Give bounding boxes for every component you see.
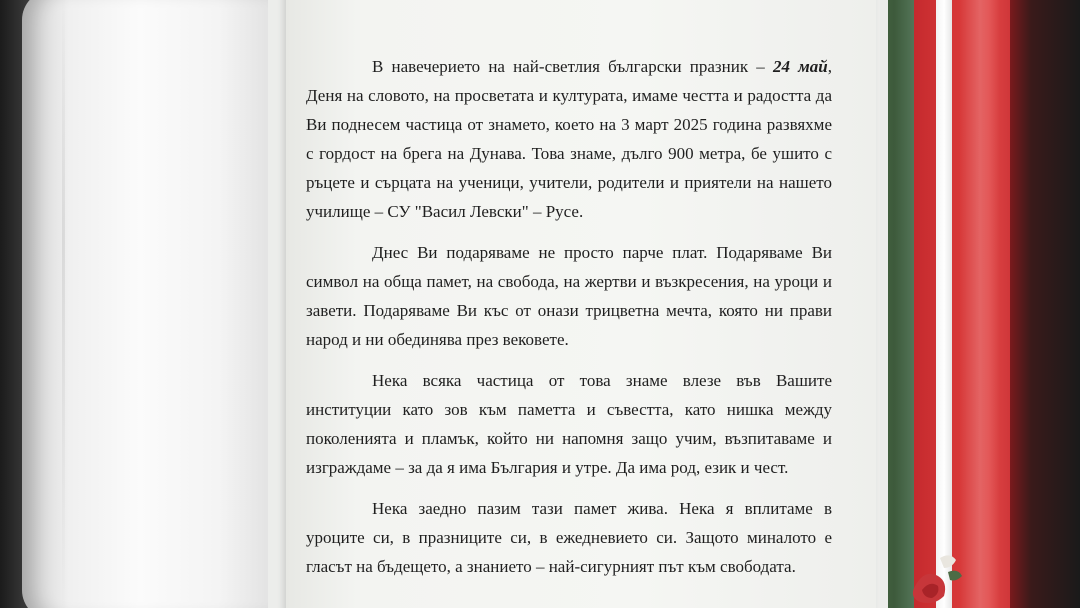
highlighted-date: 24 май (772, 57, 828, 76)
fabric-fold (62, 0, 65, 608)
plastic-sleeve-glare (960, 0, 1000, 608)
folder-white-edge (936, 0, 952, 608)
rose-ornament-icon (904, 538, 964, 608)
paragraph-4: Нека заедно пазим тази памет жива. Нека я вплитаме в уроците си, в празниците си, в ежедневието си. Защото миналото е гласът на бъдещето, а знанието – най-сигурният път към свободата. (306, 499, 832, 576)
paragraph-1-body: , Деня на словото, на просветата и културата, имаме честта и радостта да Ви поднесем частица от знамето, което на 3 март 2025 година развяхме с гордост на брега на Дунава. Това знаме, дълго 900 метра, бе ушито с ръцете и сърцата на ученици, учители, родители и приятели на нашето училище – СУ "Васил Левски" – Русе. (306, 57, 832, 221)
paragraph-1-intro: В навечерието на най-светлия български празник – (372, 57, 773, 76)
folder-dark-edge (1010, 0, 1080, 608)
paragraph-3: Нека всяка частица от това знаме влезе във Вашите институции като зов към паметта и съвестта, като нишка между поколенията и пламък, който ни напомня защо учим, възпитаваме и изграждаме – за да я има България и утре. Да има род, език и чест. (306, 371, 832, 477)
paragraph-1 (306, 52, 832, 226)
white-fabric-piece (22, 0, 284, 608)
letter-text (306, 52, 832, 581)
paragraph-2: Днес Ви подаряваме не просто парче плат. Подаряваме Ви символ на обща памет, на свобода, на жертви и възкресения, на уроци и завети. Подаряваме Ви къс от онази трицветна мечта, която ни прави народ и ни обединява през вековете. (306, 243, 832, 349)
